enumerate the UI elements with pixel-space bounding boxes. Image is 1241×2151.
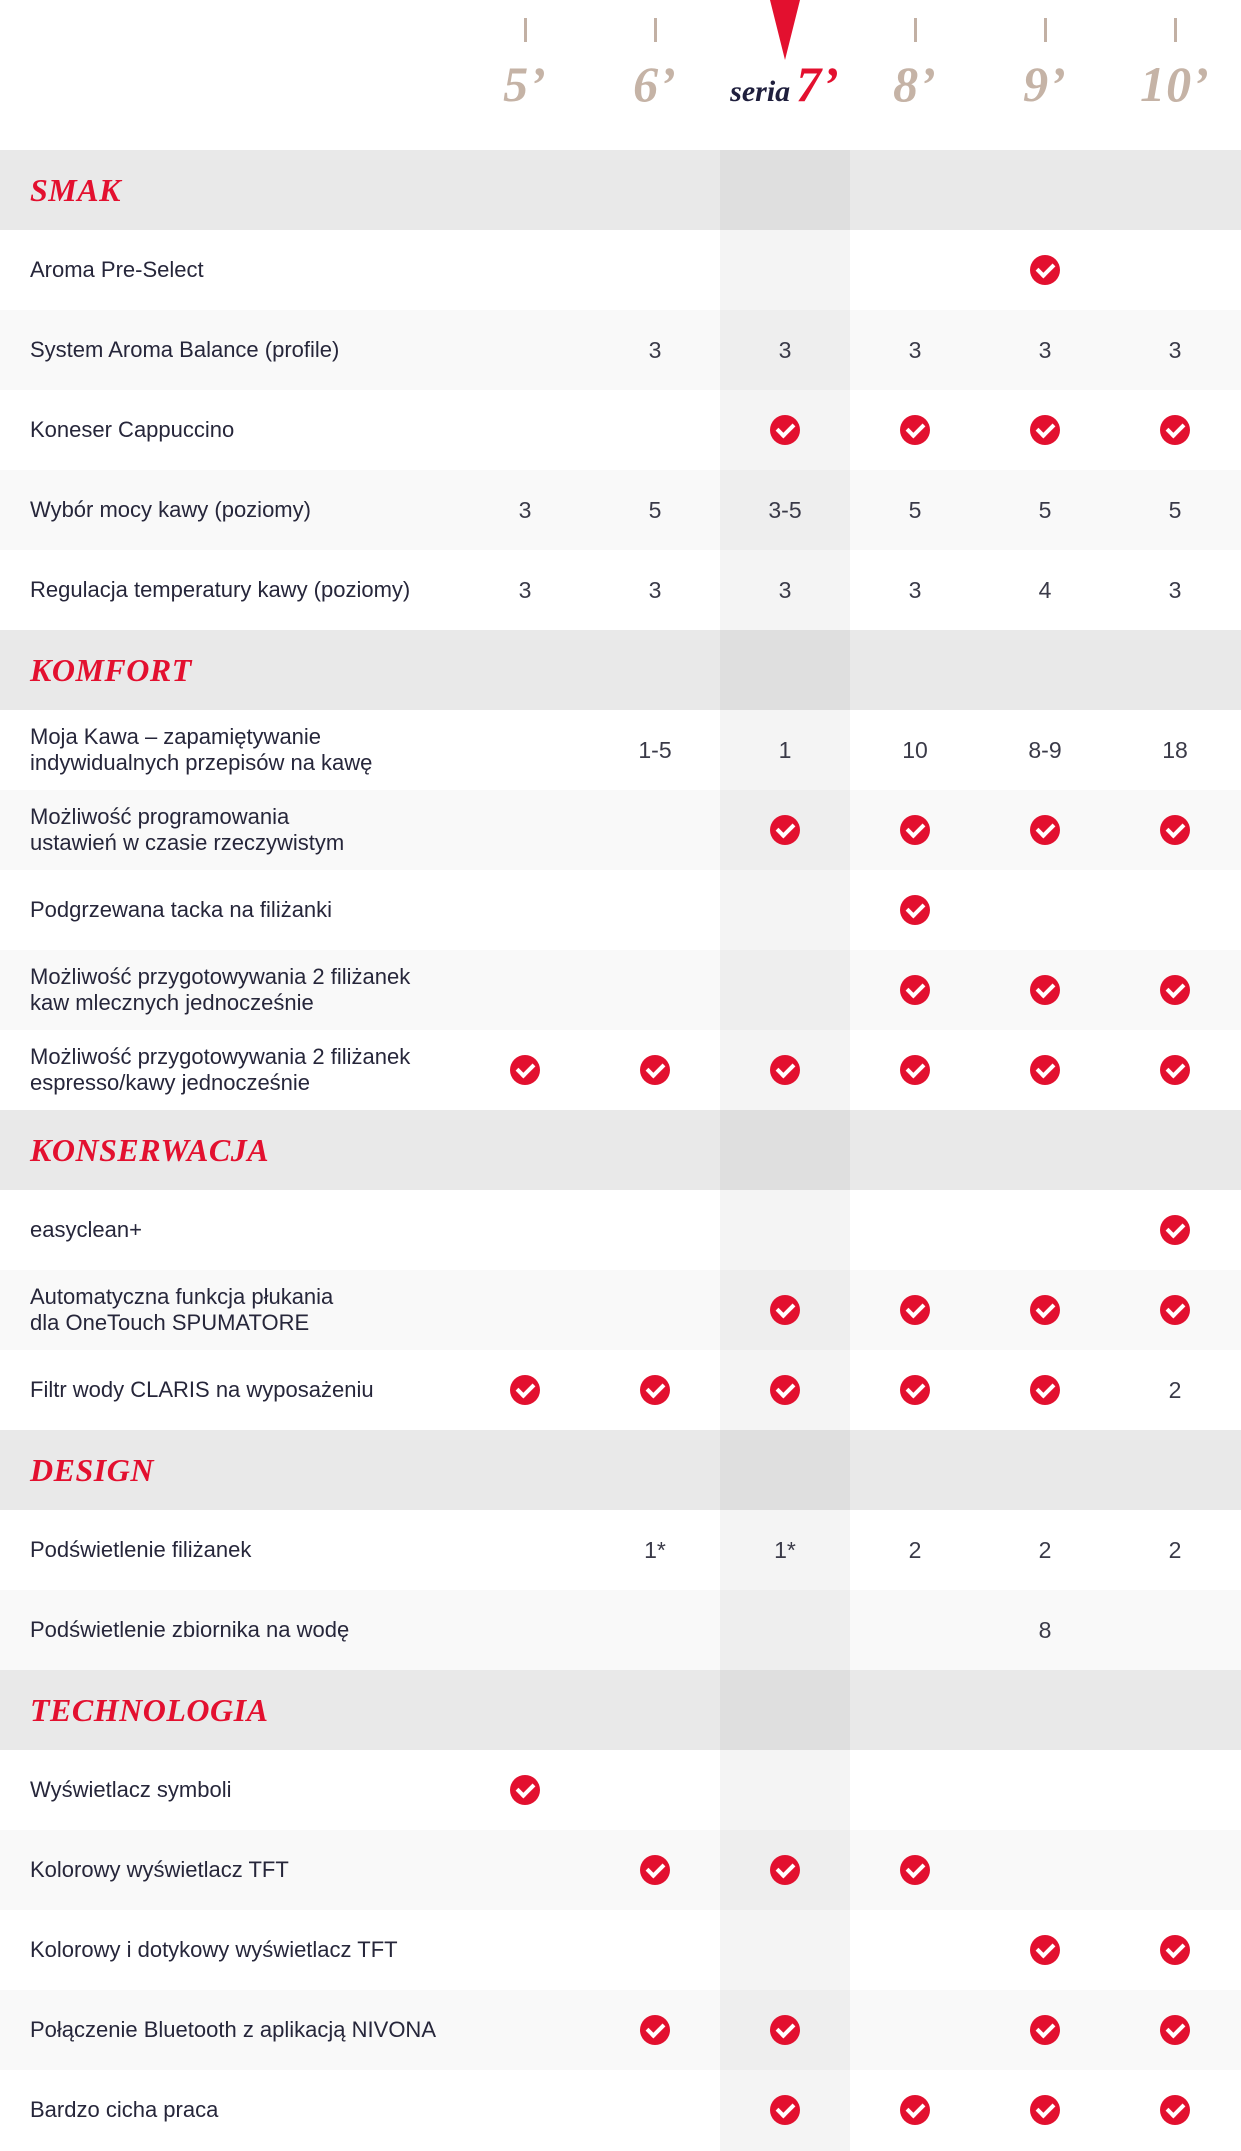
column-tick-mark: [524, 18, 527, 42]
feature-label: Kolorowy wyświetlacz TFT: [30, 1857, 289, 1882]
comparison-table: [0, 150, 1241, 2150]
feature-value: 3-5: [768, 496, 802, 523]
feature-value: 2: [908, 1536, 922, 1563]
feature-cell: [1110, 2070, 1240, 2150]
model-number: 6’: [633, 56, 677, 112]
feature-cell: [980, 790, 1110, 870]
feature-cell: [1110, 1270, 1240, 1350]
section-title: KONSERWACJA: [30, 1131, 270, 1168]
feature-label: Koneser Cappuccino: [30, 417, 235, 442]
checkmark-icon: [1160, 1215, 1190, 1245]
section-header-design: [0, 1430, 1241, 1510]
feature-cell: [850, 1350, 980, 1430]
feature-row: [0, 1510, 1241, 1590]
feature-value: 18: [1162, 736, 1188, 763]
feature-row: [0, 1590, 1241, 1670]
model-label: [590, 55, 720, 113]
checkmark-icon: [1030, 2015, 1060, 2045]
checkmark-icon: [1030, 975, 1060, 1005]
feature-cell: [1110, 390, 1240, 470]
feature-label: Możliwość przygotowywania 2 filiżanek espresso/kawy jednocześnie: [30, 1044, 411, 1095]
checkmark-icon: [1030, 255, 1060, 285]
feature-value: 1*: [774, 1536, 796, 1563]
feature-value: 3: [1168, 576, 1182, 603]
section-header-komfort: [0, 630, 1241, 710]
model-column-header: [980, 0, 1110, 150]
checkmark-icon: [1030, 815, 1060, 845]
checkmark-icon: [770, 1055, 800, 1085]
feature-cell: [850, 950, 980, 1030]
feature-value: 3: [778, 336, 792, 363]
feature-cell: [720, 2070, 850, 2150]
checkmark-icon: [1160, 975, 1190, 1005]
checkmark-icon: [1030, 1935, 1060, 1965]
feature-value: 3: [648, 576, 662, 603]
model-number: 10’: [1140, 56, 1210, 112]
feature-label: Podświetlenie zbiornika na wodę: [30, 1617, 350, 1642]
checkmark-icon: [1160, 1055, 1190, 1085]
feature-row: [0, 1990, 1241, 2070]
feature-label: Podświetlenie filiżanek: [30, 1537, 252, 1562]
feature-cell: [980, 230, 1110, 310]
feature-value: 3: [1168, 336, 1182, 363]
feature-value: 2: [1168, 1536, 1182, 1563]
model-number: 8’: [893, 56, 937, 112]
feature-cell: [1110, 790, 1240, 870]
checkmark-icon: [1030, 415, 1060, 445]
feature-cell: [590, 1030, 720, 1110]
feature-row: [0, 1910, 1241, 1990]
feature-value: 1-5: [638, 736, 672, 763]
checkmark-icon: [640, 1855, 670, 1885]
feature-cell: [980, 1030, 1110, 1110]
column-tick-mark: [654, 18, 657, 42]
checkmark-icon: [770, 2095, 800, 2125]
model-header: [0, 0, 1241, 150]
feature-row: [0, 550, 1241, 630]
feature-row: [0, 1270, 1241, 1350]
feature-value: 8: [1038, 1616, 1052, 1643]
feature-cell: [720, 1830, 850, 1910]
checkmark-icon: [640, 2015, 670, 2045]
feature-cell: [720, 390, 850, 470]
checkmark-icon: [510, 1375, 540, 1405]
feature-label: Automatyczna funkcja płukania dla OneTouch SPUMATORE: [30, 1284, 334, 1335]
checkmark-icon: [900, 1375, 930, 1405]
feature-cell: [1110, 950, 1240, 1030]
feature-row: [0, 2070, 1241, 2150]
model-number: 7’: [796, 56, 840, 112]
model-column-header: [1110, 0, 1240, 150]
checkmark-icon: [1160, 415, 1190, 445]
checkmark-icon: [900, 1295, 930, 1325]
checkmark-icon: [900, 895, 930, 925]
feature-cell: [590, 1350, 720, 1430]
section-header-smak: [0, 150, 1241, 230]
model-column-header: [720, 0, 850, 150]
feature-cell: [720, 1030, 850, 1110]
feature-label: easyclean+: [30, 1217, 142, 1242]
feature-cell: [460, 1030, 590, 1110]
feature-cell: [1110, 1990, 1240, 2070]
feature-cell: [720, 1270, 850, 1350]
selected-pointer-icon: [770, 0, 800, 60]
feature-cell: [460, 1350, 590, 1430]
feature-label: System Aroma Balance (profile): [30, 337, 340, 362]
feature-row: [0, 710, 1241, 790]
feature-cell: [980, 1270, 1110, 1350]
feature-label: Możliwość programowania ustawień w czasie rzeczywistym: [30, 804, 345, 855]
feature-label: Bardzo cicha praca: [30, 2097, 219, 2122]
feature-cell: [720, 1350, 850, 1430]
feature-label: Aroma Pre-Select: [30, 257, 204, 282]
feature-cell: [850, 2070, 980, 2150]
feature-cell: [980, 2070, 1110, 2150]
column-tick-mark: [1174, 18, 1177, 42]
checkmark-icon: [510, 1775, 540, 1805]
feature-value: 3: [908, 576, 922, 603]
feature-label: Możliwość przygotowywania 2 filiżanek kaw mlecznych jednocześnie: [30, 964, 411, 1015]
section-header-technologia: [0, 1670, 1241, 1750]
feature-value: 8-9: [1028, 736, 1062, 763]
feature-row: [0, 870, 1241, 950]
checkmark-icon: [770, 815, 800, 845]
feature-value: 2: [1038, 1536, 1052, 1563]
section-title: SMAK: [30, 171, 121, 208]
model-label: [1110, 55, 1240, 113]
model-label: [720, 55, 850, 113]
feature-cell: [590, 1990, 720, 2070]
feature-value: 1: [778, 736, 792, 763]
checkmark-icon: [1160, 815, 1190, 845]
feature-value: 3: [908, 336, 922, 363]
checkmark-icon: [900, 815, 930, 845]
feature-cell: [850, 870, 980, 950]
feature-row: [0, 310, 1241, 390]
checkmark-icon: [900, 1055, 930, 1085]
checkmark-icon: [640, 1055, 670, 1085]
feature-row: [0, 1830, 1241, 1910]
model-column-header: [460, 0, 590, 150]
feature-value: 10: [902, 736, 928, 763]
feature-value: 5: [908, 496, 922, 523]
checkmark-icon: [900, 2095, 930, 2125]
feature-cell: [460, 1750, 590, 1830]
column-tick-mark: [1044, 18, 1047, 42]
checkmark-icon: [640, 1375, 670, 1405]
feature-cell: [980, 950, 1110, 1030]
feature-label: Wybór mocy kawy (poziomy): [30, 497, 311, 522]
feature-label: Filtr wody CLARIS na wyposażeniu: [30, 1377, 374, 1402]
column-tick-mark: [914, 18, 917, 42]
feature-value: 1*: [644, 1536, 666, 1563]
feature-row: [0, 1750, 1241, 1830]
feature-row: [0, 390, 1241, 470]
feature-value: 5: [1038, 496, 1052, 523]
feature-value: 3: [518, 576, 532, 603]
model-label: [980, 55, 1110, 113]
feature-value: 4: [1038, 576, 1052, 603]
feature-value: 3: [518, 496, 532, 523]
feature-label: Kolorowy i dotykowy wyświetlacz TFT: [30, 1937, 398, 1962]
checkmark-icon: [1160, 1295, 1190, 1325]
feature-label: Podgrzewana tacka na filiżanki: [30, 897, 333, 922]
feature-cell: [980, 390, 1110, 470]
feature-label: Regulacja temperatury kawy (poziomy): [30, 577, 411, 602]
checkmark-icon: [900, 415, 930, 445]
section-title: KOMFORT: [30, 651, 192, 688]
checkmark-icon: [1160, 1935, 1190, 1965]
checkmark-icon: [1030, 1295, 1060, 1325]
feature-cell: [1110, 1190, 1240, 1270]
feature-cell: [850, 1030, 980, 1110]
series-prefix: seria: [730, 75, 791, 108]
model-label: [460, 55, 590, 113]
checkmark-icon: [770, 2015, 800, 2045]
feature-value: 3: [648, 336, 662, 363]
checkmark-icon: [770, 1855, 800, 1885]
feature-row: [0, 230, 1241, 310]
section-title: TECHNOLOGIA: [30, 1691, 269, 1728]
feature-cell: [590, 1830, 720, 1910]
feature-cell: [1110, 1030, 1240, 1110]
feature-value: 3: [778, 576, 792, 603]
feature-row: [0, 950, 1241, 1030]
model-number: 5’: [503, 56, 547, 112]
feature-row: [0, 1350, 1241, 1430]
checkmark-icon: [1030, 1055, 1060, 1085]
checkmark-icon: [770, 1295, 800, 1325]
feature-cell: [850, 1830, 980, 1910]
checkmark-icon: [510, 1055, 540, 1085]
model-number: 9’: [1023, 56, 1067, 112]
feature-cell: [980, 1910, 1110, 1990]
checkmark-icon: [770, 1375, 800, 1405]
feature-cell: [850, 1270, 980, 1350]
checkmark-icon: [900, 975, 930, 1005]
checkmark-icon: [770, 415, 800, 445]
feature-value: 5: [1168, 496, 1182, 523]
feature-row: [0, 790, 1241, 870]
feature-label: Moja Kawa – zapamiętywanie indywidualnych przepisów na kawę: [30, 724, 373, 775]
feature-value: 5: [648, 496, 662, 523]
feature-row: [0, 470, 1241, 550]
section-header-konserwacja: [0, 1110, 1241, 1190]
feature-row: [0, 1190, 1241, 1270]
model-column-header: [850, 0, 980, 150]
feature-cell: [850, 790, 980, 870]
checkmark-icon: [1030, 2095, 1060, 2125]
feature-cell: [850, 390, 980, 470]
model-column-header: [590, 0, 720, 150]
feature-label: Połączenie Bluetooth z aplikacją NIVONA: [30, 2017, 436, 2042]
feature-value: 3: [1038, 336, 1052, 363]
section-title: DESIGN: [30, 1451, 154, 1488]
model-label: [850, 55, 980, 113]
feature-label: Wyświetlacz symboli: [30, 1777, 232, 1802]
checkmark-icon: [1030, 1375, 1060, 1405]
feature-cell: [980, 1350, 1110, 1430]
checkmark-icon: [1160, 2095, 1190, 2125]
feature-cell: [1110, 1910, 1240, 1990]
feature-cell: [980, 1990, 1110, 2070]
feature-cell: [720, 1990, 850, 2070]
feature-row: [0, 1030, 1241, 1110]
feature-cell: [720, 790, 850, 870]
checkmark-icon: [900, 1855, 930, 1885]
checkmark-icon: [1160, 2015, 1190, 2045]
feature-value: 2: [1168, 1376, 1182, 1403]
